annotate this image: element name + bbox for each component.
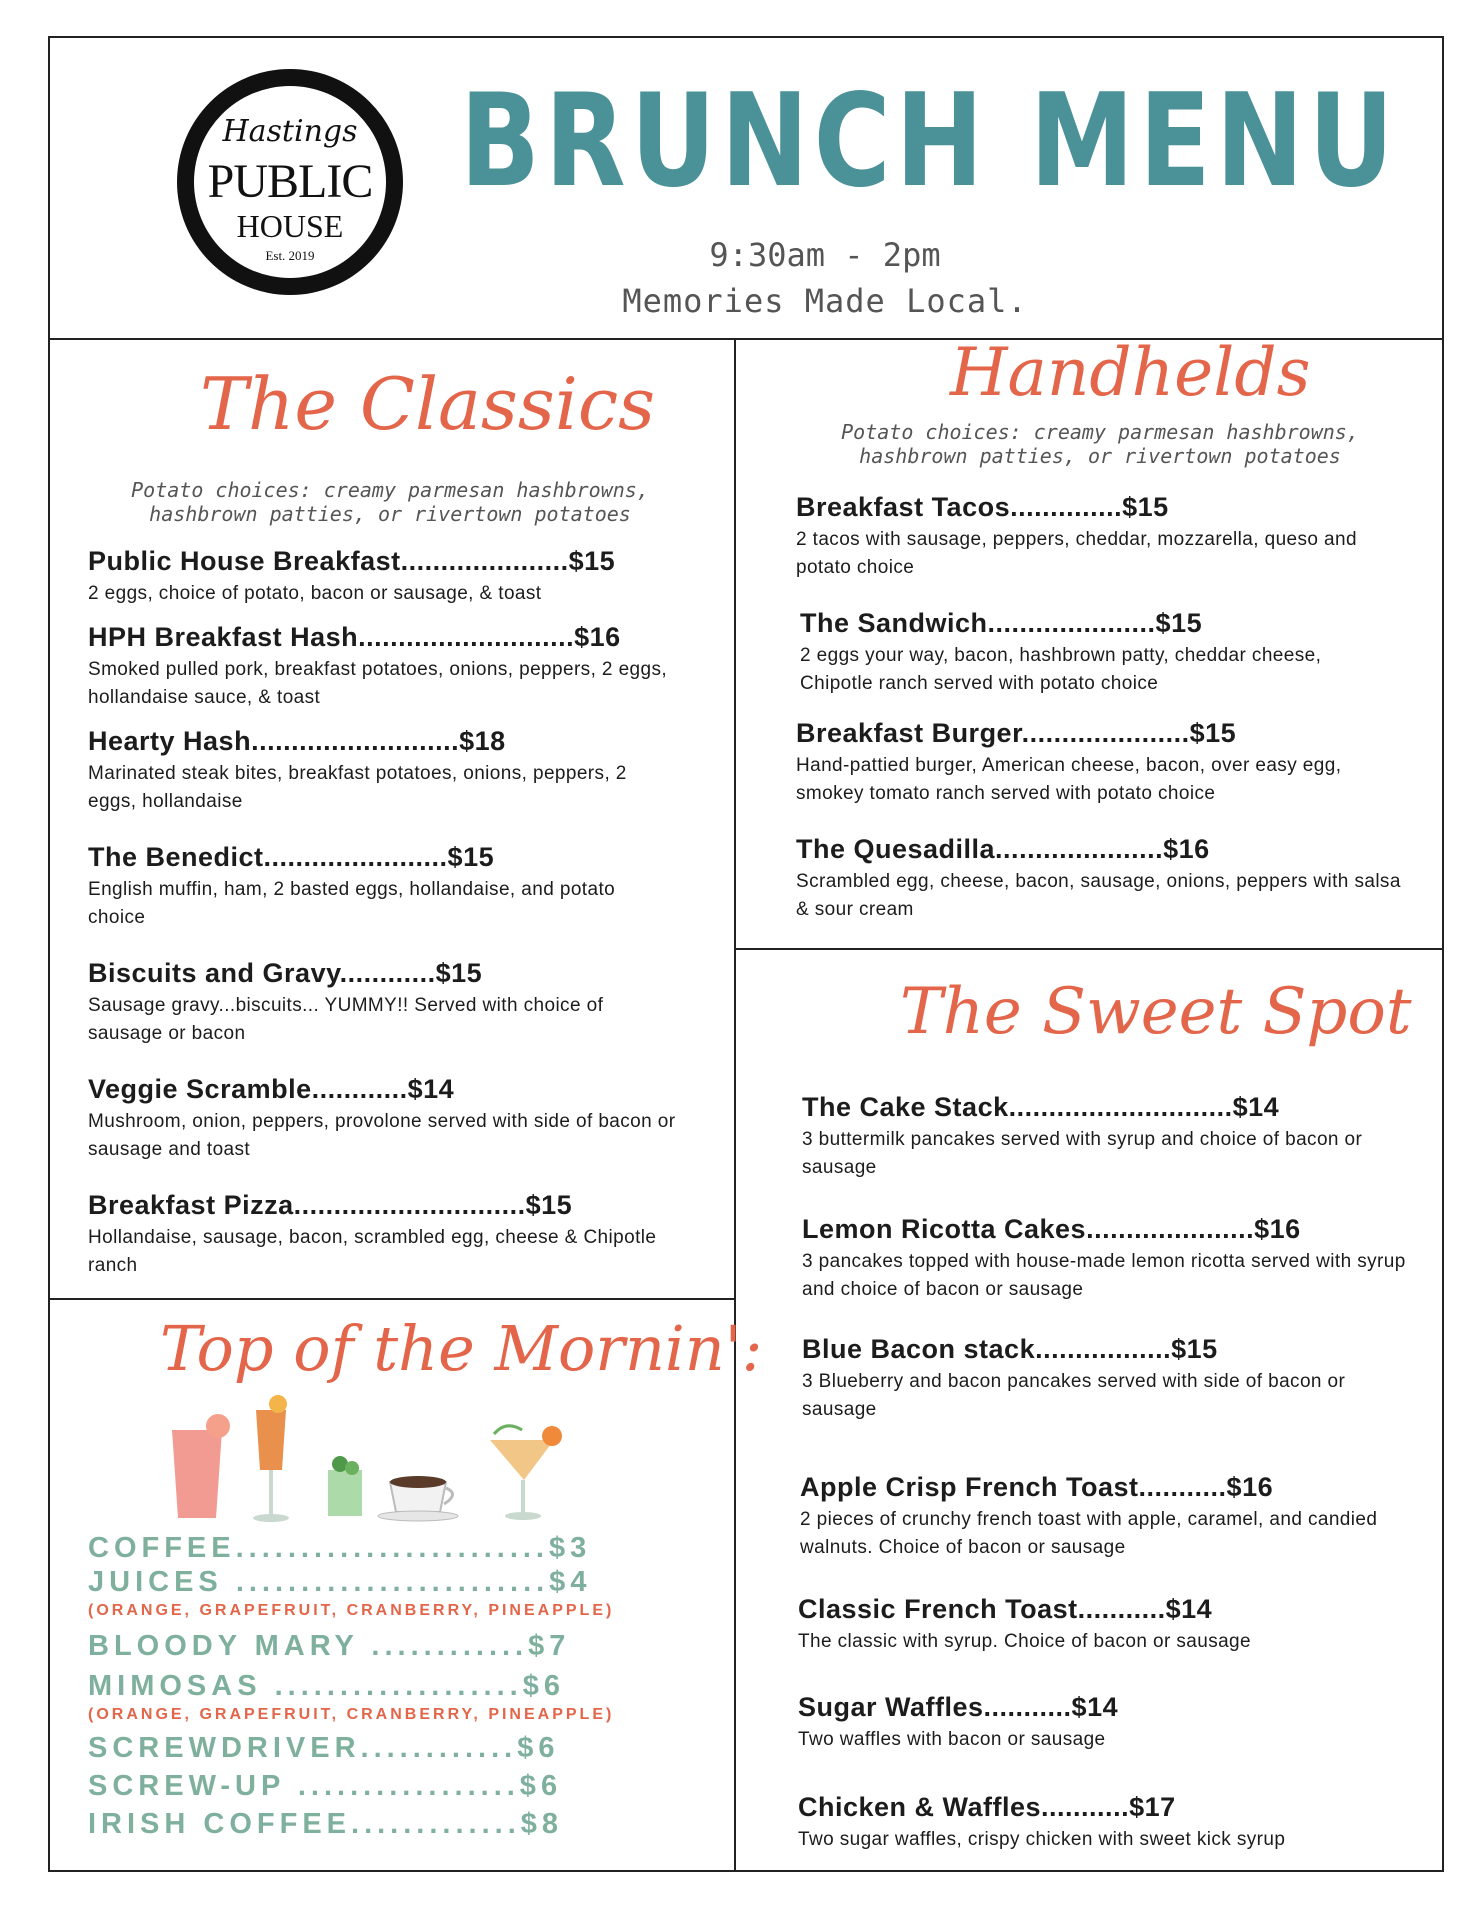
outer-frame-left <box>48 36 50 1872</box>
menu-item <box>88 724 678 816</box>
drink-bloody-mary: BLOODY MARY ............$7 <box>88 1630 571 1662</box>
item-description: The classic with syrup. Choice of bacon or sausage <box>798 1631 1251 1652</box>
handhelds-potato-line-2: hashbrown patties, or rivertown potatoes <box>859 444 1341 468</box>
item-description: 3 pancakes topped with house-made lemon ricotta served with syrup and choice of bacon or sausage <box>802 1251 1406 1300</box>
classics-heading: The Classics <box>200 362 656 446</box>
logo-est-text: Est. 2019 <box>265 248 315 263</box>
menu-item <box>796 832 1406 924</box>
item-name: Blue Bacon stack.................$15 <box>802 1334 1218 1364</box>
menu-item <box>798 1592 1418 1656</box>
item-name: The Sandwich.....................$15 <box>800 608 1203 638</box>
item-description: 3 buttermilk pancakes served with syrup and choice of bacon or sausage <box>802 1129 1363 1178</box>
item-description: Two waffles with bacon or sausage <box>798 1729 1106 1750</box>
item-description: Smoked pulled pork, breakfast potatoes, onions, peppers, 2 eggs, hollandaise sauce, & toast <box>88 659 668 708</box>
outer-frame-right <box>1442 36 1444 1872</box>
menu-item <box>88 620 718 712</box>
item-name: The Quesadilla.....................$16 <box>796 834 1210 864</box>
menu-item <box>796 716 1406 808</box>
outer-frame-bottom <box>48 1870 1444 1872</box>
hours-text: 9:30am - 2pm <box>709 236 941 274</box>
item-name: Breakfast Burger.....................$15 <box>796 718 1237 748</box>
sweet-spot-heading: The Sweet Spot <box>900 975 1412 1049</box>
item-description: Scrambled egg, cheese, bacon, sausage, onions, peppers with salsa & sour cream <box>796 871 1401 920</box>
item-name: Lemon Ricotta Cakes.....................$16 <box>802 1214 1301 1244</box>
item-description: Two sugar waffles, crispy chicken with sweet kick syrup <box>798 1829 1286 1850</box>
item-name: Sugar Waffles...........$14 <box>798 1692 1119 1722</box>
classics-potato-line-2: hashbrown patties, or rivertown potatoes <box>149 502 631 526</box>
logo-script-text: Hastings <box>222 114 358 149</box>
column-divider <box>734 338 736 1870</box>
drinks-heading: Top of the Mornin': <box>160 1312 763 1385</box>
mimosa-options: (ORANGE, GRAPEFRUIT, CRANBERRY, PINEAPPLE) <box>88 1706 615 1723</box>
menu-item <box>798 1790 1438 1854</box>
cocktails-illustration-icon <box>160 1390 580 1530</box>
item-description: Sausage gravy...biscuits... YUMMY!! Served with choice of sausage or bacon <box>88 995 604 1044</box>
item-name: Breakfast Pizza.............................$15 <box>88 1190 573 1220</box>
item-description: Mushroom, onion, peppers, provolone served with side of bacon or sausage and toast <box>88 1111 676 1160</box>
classics-potato-note <box>60 478 720 526</box>
drink-illustrations <box>160 1390 580 1530</box>
item-name: Hearty Hash..........................$18 <box>88 726 506 756</box>
item-description: 2 tacos with sausage, peppers, cheddar, mozzarella, queso and potato choice <box>796 529 1357 578</box>
menu-item <box>802 1212 1412 1304</box>
handhelds-heading: Handhelds <box>950 334 1311 411</box>
menu-item <box>88 956 678 1048</box>
item-name: Veggie Scramble............$14 <box>88 1074 455 1104</box>
drink-screwdriver: SCREWDRIVER............$6 <box>88 1732 560 1764</box>
logo-public-text: PUBLIC <box>207 155 373 208</box>
drink-screw-up: SCREW-UP .................$6 <box>88 1770 563 1802</box>
item-name: Apple Crisp French Toast...........$16 <box>800 1472 1274 1502</box>
drink-mimosas: MIMOSAS ...................$6 <box>88 1670 565 1702</box>
item-name: Breakfast Tacos..............$15 <box>796 492 1169 522</box>
outer-frame-top <box>48 36 1444 38</box>
handhelds-sweet-divider <box>734 948 1444 950</box>
menu-item <box>88 1072 678 1164</box>
classics-potato-line-1: Potato choices: creamy parmesan hashbrowns, <box>131 478 649 502</box>
drink-coffee: COFFEE........................$3 <box>88 1532 592 1564</box>
item-description: 3 Blueberry and bacon pancakes served with side of bacon or sausage <box>802 1371 1346 1420</box>
classics-drinks-divider <box>48 1298 734 1300</box>
handhelds-potato-line-1: Potato choices: creamy parmesan hashbrowns, <box>841 420 1359 444</box>
item-description: 2 eggs your way, bacon, hashbrown patty, cheddar cheese, Chipotle ranch served with potato choice <box>800 645 1322 694</box>
menu-item <box>800 1470 1420 1562</box>
item-description: Marinated steak bites, breakfast potatoes, onions, peppers, 2 eggs, hollandaise <box>88 763 627 812</box>
item-description: 2 pieces of crunchy french toast with apple, caramel, and candied walnuts. Choice of bacon or sausage <box>800 1509 1378 1558</box>
menu-item <box>796 490 1396 582</box>
menu-item <box>88 840 678 932</box>
item-name: Biscuits and Gravy............$15 <box>88 958 483 988</box>
menu-item <box>800 606 1380 698</box>
menu-item <box>88 1188 678 1280</box>
menu-item <box>802 1332 1412 1424</box>
handhelds-potato-note <box>770 420 1430 468</box>
item-description: English muffin, ham, 2 basted eggs, hollandaise, and potato choice <box>88 879 616 928</box>
menu-item <box>798 1690 1418 1754</box>
item-description: 2 eggs, choice of potato, bacon or sausage, & toast <box>88 583 542 604</box>
juice-options: (ORANGE, GRAPEFRUIT, CRANBERRY, PINEAPPLE) <box>88 1602 615 1619</box>
item-name: Chicken & Waffles...........$17 <box>798 1792 1176 1822</box>
drink-juices: JUICES ........................$4 <box>88 1566 592 1598</box>
drink-irish-coffee: IRISH COFFEE.............$8 <box>88 1808 564 1840</box>
page-title: BRUNCH MENU <box>460 67 1399 216</box>
tagline-text: Memories Made Local. <box>622 282 1028 320</box>
menu-item <box>802 1090 1402 1182</box>
item-name: The Benedict.......................$15 <box>88 842 495 872</box>
item-name: Classic French Toast...........$14 <box>798 1594 1213 1624</box>
item-description: Hollandaise, sausage, bacon, scrambled egg, cheese & Chipotle ranch <box>88 1227 657 1276</box>
item-name: The Cake Stack............................$14 <box>802 1092 1280 1122</box>
logo-house-text: HOUSE <box>236 208 344 244</box>
item-name: HPH Breakfast Hash...........................$16 <box>88 622 621 652</box>
menu-item <box>88 544 718 608</box>
item-name: Public House Breakfast.....................$15 <box>88 546 616 576</box>
item-description: Hand-pattied burger, American cheese, bacon, over easy egg, smokey tomato ranch served with potato choice <box>796 755 1342 804</box>
logo <box>170 62 410 302</box>
